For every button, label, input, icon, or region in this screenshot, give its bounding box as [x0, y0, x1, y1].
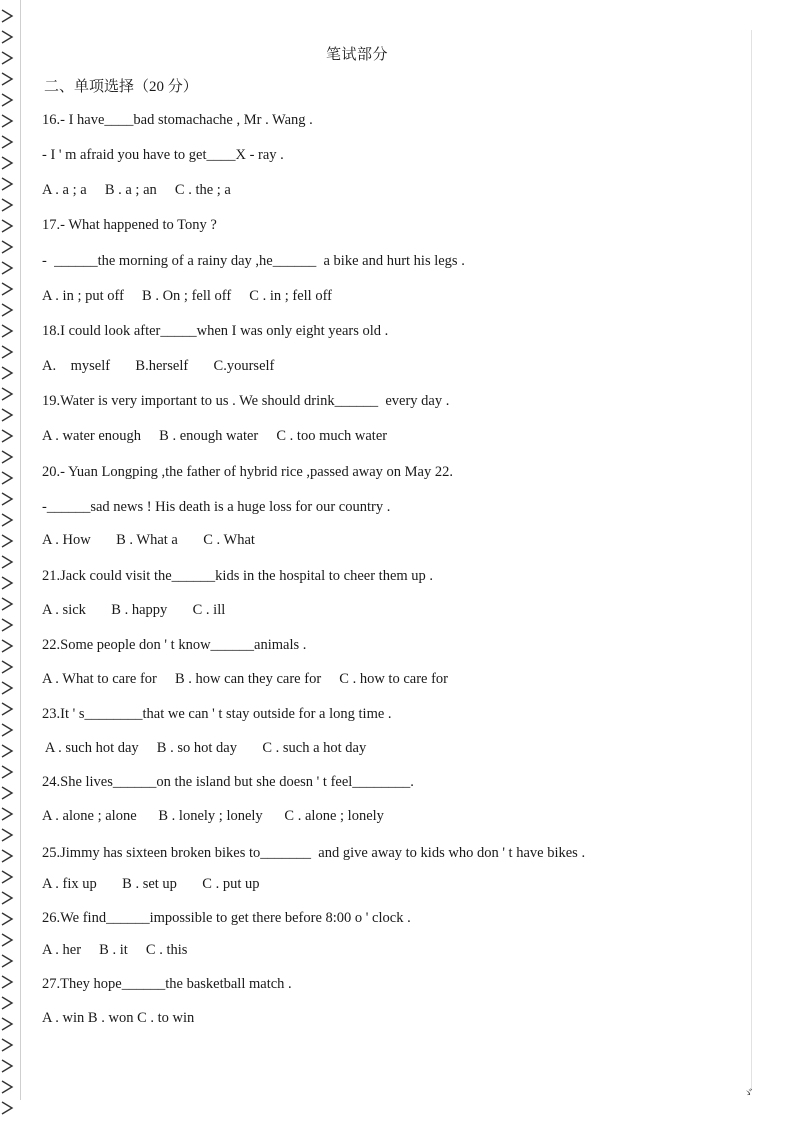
binding-chevron-mark: [2, 619, 12, 631]
binding-chevron-mark: [2, 745, 12, 757]
exam-line: A . win B . won C . to win: [42, 1010, 195, 1026]
binding-chevron-mark: [2, 703, 12, 715]
exam-line: - I ' m afraid you have to get____X - ray .: [42, 147, 284, 163]
binding-chevron-mark: [2, 1102, 12, 1114]
binding-chevron-mark: [2, 829, 12, 841]
exam-line: 27.They hope______the basketball match .: [42, 976, 292, 992]
binding-chevron-mark: [2, 724, 12, 736]
corner-mark: ゞ: [742, 1086, 755, 1100]
binding-chevron-mark: [2, 136, 12, 148]
exam-line: A. myself B.herself C.yourself: [42, 358, 275, 374]
exam-line: A . in ; put off B . On ; fell off C . in ; fell off: [42, 288, 332, 304]
binding-chevron-mark: [2, 577, 12, 589]
exam-line: 21.Jack could visit the______kids in the hospital to cheer them up .: [42, 568, 434, 584]
binding-chevron-mark: [2, 661, 12, 673]
exam-line: A . sick B . happy C . ill: [42, 602, 226, 618]
binding-chevron-mark: [2, 472, 12, 484]
exam-line: - ______the morning of a rainy day ,he______ a bike and hurt his legs .: [42, 253, 465, 269]
binding-chevron-mark: [2, 283, 12, 295]
exam-line: 17.- What happened to Tony ?: [42, 217, 217, 233]
binding-chevron-mark: [2, 556, 12, 568]
binding-chevron-mark: [2, 409, 12, 421]
binding-chevron-mark: [2, 955, 12, 967]
binding-chevron-mark: [2, 1081, 12, 1093]
exam-line: 26.We find______impossible to get there before 8:00 o ' clock .: [42, 910, 411, 926]
binding-chevron-mark: [2, 430, 12, 442]
exam-line: 20.- Yuan Longping ,the father of hybrid rice ,passed away on May 22.: [42, 464, 453, 480]
binding-chevron-mark: [2, 325, 12, 337]
binding-chevron-mark: [2, 913, 12, 925]
binding-chevron-mark: [2, 997, 12, 1009]
binding-chevron-mark: [2, 241, 12, 253]
binding-chevron-mark: [2, 73, 12, 85]
binding-chevron-mark: [2, 157, 12, 169]
exam-line: A . What to care for B . how can they care for C . how to care for: [42, 671, 448, 687]
binding-chevron-mark: [2, 787, 12, 799]
exam-line: A . a ; a B . a ; an C . the ; a: [42, 182, 231, 198]
binding-chevron-mark: [2, 1039, 12, 1051]
exam-line: A . her B . it C . this: [42, 942, 188, 958]
binding-chevron-mark: [2, 934, 12, 946]
binding-chevron-mark: [2, 94, 12, 106]
binding-chevron-mark: [2, 1018, 12, 1030]
exam-line: -______sad news ! His death is a huge loss for our country .: [42, 499, 391, 515]
binding-chevron-mark: [2, 535, 12, 547]
section-heading: 二、单项选择（20 分）: [44, 79, 198, 95]
binding-chevron-mark: [2, 262, 12, 274]
exam-line: A . such hot day B . so hot day C . such a hot day: [42, 740, 367, 756]
binding-chevron-mark: [2, 640, 12, 652]
binding-chevron-mark: [2, 388, 12, 400]
binding-chevron-mark: [2, 598, 12, 610]
binding-chevron-mark: [2, 10, 12, 22]
binding-chevron-mark: [2, 871, 12, 883]
binding-chevron-mark: [2, 493, 12, 505]
binding-chevron-mark: [2, 31, 12, 43]
binding-chevron-mark: [2, 115, 12, 127]
binding-chevron-mark: [2, 346, 12, 358]
exam-line: 23.It ' s________that we can ' t stay outside for a long time .: [42, 706, 392, 722]
binding-chevron-mark: [2, 976, 12, 988]
binding-chevron-mark: [2, 451, 12, 463]
binding-margin-marks: [0, 0, 16, 1124]
page-title: 笔试部分: [325, 47, 388, 63]
binding-chevron-mark: [2, 178, 12, 190]
exam-line: A . water enough B . enough water C . too much water: [42, 428, 388, 444]
exam-line: 25.Jimmy has sixteen broken bikes to_______ and give away to kids who don ' t have bikes .: [42, 845, 586, 861]
binding-chevron-mark: [2, 892, 12, 904]
binding-chevron-mark: [2, 514, 12, 526]
right-margin-rule: [751, 30, 752, 1090]
exam-line: A . How B . What a C . What: [42, 532, 255, 548]
binding-chevron-mark: [2, 1060, 12, 1072]
binding-chevron-mark: [2, 367, 12, 379]
exam-line: 22.Some people don ' t know______animals .: [42, 637, 307, 653]
binding-chevron-mark: [2, 199, 12, 211]
binding-chevron-mark: [2, 220, 12, 232]
exam-line: 24.She lives______on the island but she doesn ' t feel________.: [42, 774, 414, 790]
binding-chevron-mark: [2, 766, 12, 778]
binding-line: [20, 0, 21, 1100]
exam-line: A . alone ; alone B . lonely ; lonely C . alone ; lonely: [42, 808, 384, 824]
binding-chevron-mark: [2, 304, 12, 316]
binding-chevron-mark: [2, 682, 12, 694]
exam-line: 19.Water is very important to us . We should drink______ every day .: [42, 393, 450, 409]
exam-line: 16.- I have____bad stomachache , Mr . Wang .: [42, 112, 313, 128]
exam-line: A . fix up B . set up C . put up: [42, 876, 260, 892]
binding-chevron-mark: [2, 850, 12, 862]
exam-line: 18.I could look after_____when I was only eight years old .: [42, 323, 389, 339]
binding-chevron-mark: [2, 808, 12, 820]
